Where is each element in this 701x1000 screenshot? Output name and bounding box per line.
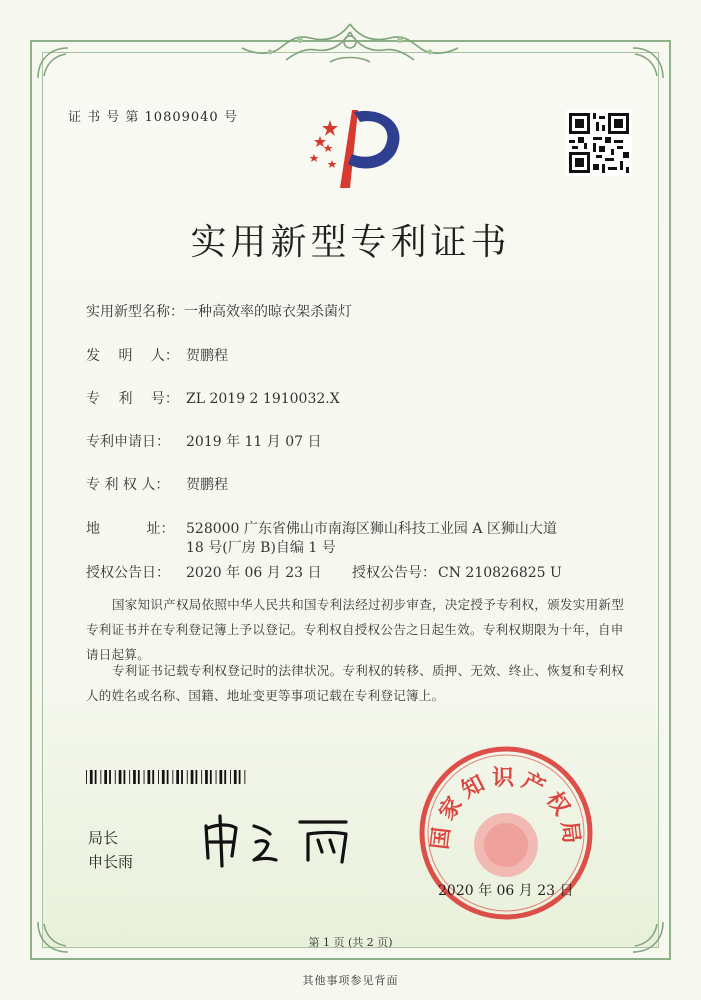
address-label: 地 址： <box>86 521 175 537</box>
grant-date-label: 授权公告日： <box>86 565 170 581</box>
seal-date: 2020 年 06 月 23 日 <box>438 883 574 899</box>
utility-model-name-row <box>86 301 352 321</box>
barcode-icon <box>86 770 248 784</box>
filing-date-row <box>86 431 322 451</box>
grant-statement-paragraph: 国家知识产权局依照中华人民共和国专利法经过初步审查，决定授予专利权，颁发实用新型专利证书并在专利登记簿上予以登记。专利权自授权公告之日起生效。专利权期限为十年，自申请日起算。 <box>86 597 625 662</box>
legal-status-paragraph: 专利证书记载专利权登记时的法律状况。专利权的转移、质押、无效、终止、恢复和专利权人的姓名或名称、国籍、地址变更等事项记载在专利登记簿上。 <box>86 663 625 703</box>
corner-ornament-icon <box>36 46 70 80</box>
page-number: 第 1 页 (共 2 页) <box>308 936 393 949</box>
corner-ornament-icon <box>631 46 665 80</box>
grant-number-row <box>352 562 562 582</box>
director-block <box>88 826 133 874</box>
inventor-label: 发 明 人： <box>86 348 179 364</box>
patentee-label: 专 利 权 人： <box>86 477 170 493</box>
seal-text: 国家知识产权局 <box>427 766 585 851</box>
qr-code-icon <box>566 110 632 176</box>
filing-date-label: 专利申请日： <box>86 434 170 450</box>
director-name: 申长雨 <box>88 853 134 871</box>
grant-number-label: 授权公告号： <box>352 565 436 581</box>
inventor-value: 贺鹏程 <box>186 348 228 364</box>
patentee-row <box>86 474 228 494</box>
inventor-row <box>86 345 228 365</box>
handwritten-signature-icon <box>196 812 364 868</box>
patent-number-row <box>86 388 340 408</box>
top-ornament-icon <box>230 18 471 70</box>
address-line-1: 528000 广东省佛山市南海区狮山科技工业园 A 区狮山大道 <box>186 521 557 537</box>
address-row <box>86 518 557 538</box>
utility-model-name-value: 一种高效率的晾衣架杀菌灯 <box>184 304 352 320</box>
grant-date-row <box>86 562 322 582</box>
director-title: 局长 <box>88 829 119 847</box>
patentee-value: 贺鹏程 <box>186 477 228 493</box>
certificate-title: 实用新型专利证书 <box>190 222 511 263</box>
filing-date-value: 2019 年 11 月 07 日 <box>186 434 322 450</box>
patent-number-label: 专 利 号： <box>86 391 179 407</box>
back-page-note: 其他事项参见背面 <box>302 974 399 987</box>
utility-model-name-label: 实用新型名称： <box>86 304 184 320</box>
address-line-2: 18 号(厂房 B)自编 1 号 <box>186 540 336 556</box>
grant-number-value: CN 210826825 U <box>438 565 562 581</box>
certificate-number: 证 书 号 第 10809040 号 <box>68 110 238 125</box>
patent-office-logo-icon <box>300 100 410 192</box>
grant-date-value: 2020 年 06 月 23 日 <box>186 565 322 581</box>
patent-number-value: ZL 2019 2 1910032.X <box>186 391 340 407</box>
